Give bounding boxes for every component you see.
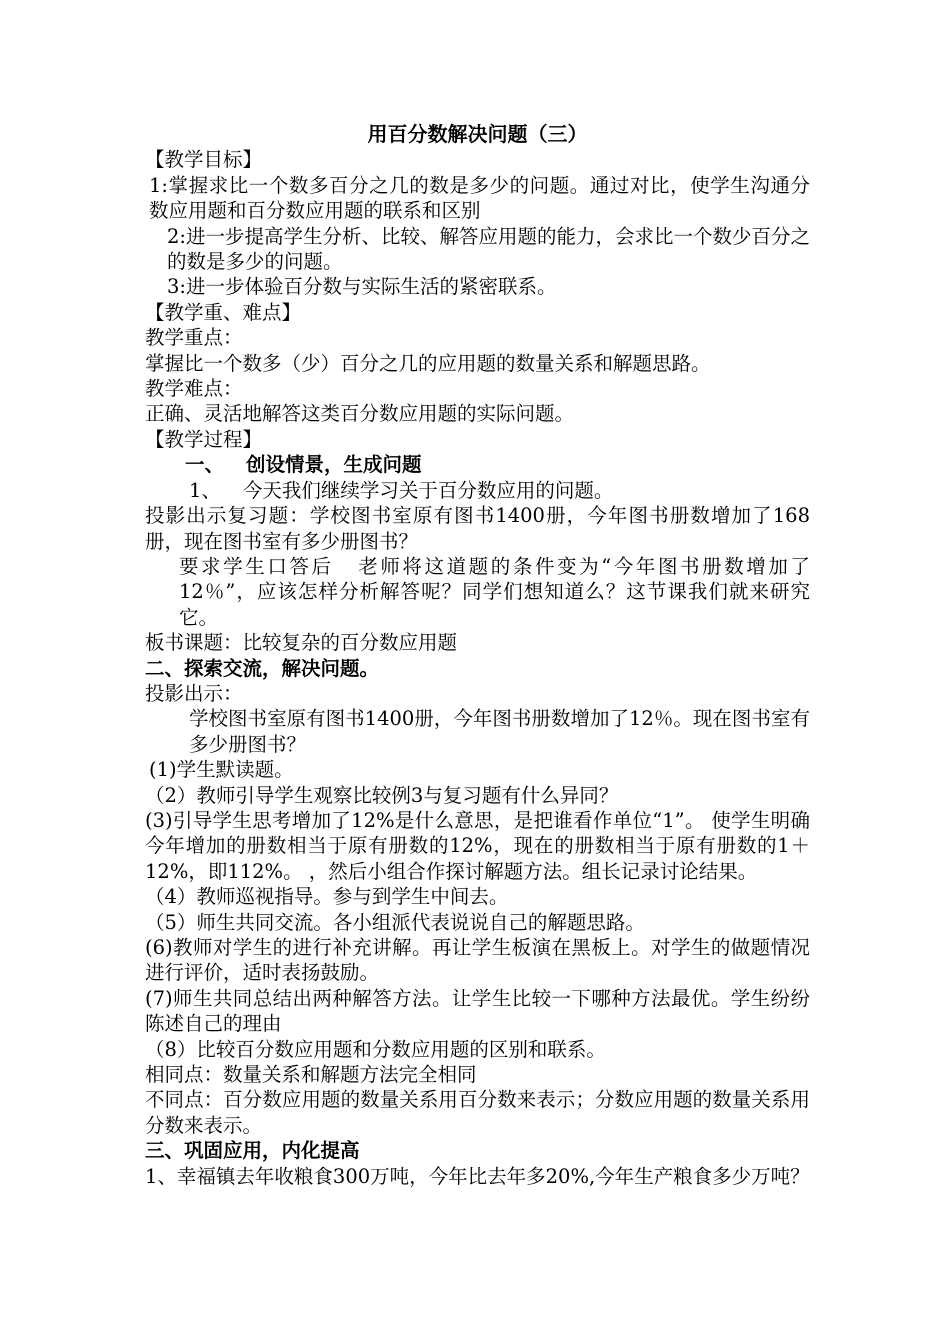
difference-text: 不同点：百分数应用题的数量关系用百分数来表示；分数应用题的数量关系用分数来表示。 bbox=[145, 1088, 810, 1137]
key-point-label: 教学重点： bbox=[145, 326, 243, 350]
section-1-title: 创设情景，生成问题 bbox=[246, 453, 422, 477]
example-problem: 学校图书室原有图书1400册，今年图书册数增加了12％。现在图书室有多少册图书？ bbox=[189, 707, 810, 756]
difficulty-text: 正确、灵活地解答这类百分数应用题的实际问题。 bbox=[145, 402, 575, 426]
process-heading: 【教学过程】 bbox=[145, 427, 263, 451]
section-1-item-text: 今天我们继续学习关于百分数应用的问题。 bbox=[242, 478, 614, 502]
goal-2: 2:进一步提高学生分析、比较、解答应用题的能力，会求比一个数少百分之的数是多少的问题。 bbox=[167, 224, 810, 274]
similarity-text: 相同点：数量关系和解题方法完全相同 bbox=[145, 1063, 477, 1087]
section-1-number: 一、 bbox=[185, 453, 225, 477]
step-4: （4）教师巡视指导。参与到学生中间去。 bbox=[145, 885, 509, 909]
key-points-heading: 【教学重、难点】 bbox=[145, 300, 302, 324]
section-2-heading: 二、探索交流，解决问题。 bbox=[145, 656, 380, 680]
step-5: （5）师生共同交流。各小组派代表说说自己的解题思路。 bbox=[145, 910, 645, 934]
board-topic: 板书课题：比较复杂的百分数应用题 bbox=[145, 631, 458, 655]
document-body bbox=[145, 122, 810, 1189]
section-1-heading bbox=[145, 452, 810, 477]
projection-label: 投影出示： bbox=[145, 681, 243, 705]
page-title: 用百分数解决问题（三） bbox=[367, 122, 588, 146]
answer-part-b: 老师将这道题的条件变为“今年图书册数增加了12％”，应该怎样分析解答呢？同学们想知道么？这节课我们就来研究它。 bbox=[179, 554, 810, 629]
goals-heading: 【教学目标】 bbox=[145, 148, 263, 172]
step-6: (6)教师对学生的进行补充讲解。再让学生板演在黑板上。对学生的做题情况进行评价，适时表扬鼓励。 bbox=[145, 936, 810, 985]
key-point-text: 掌握比一个数多（少）百分之几的应用题的数量关系和解题思路。 bbox=[145, 351, 711, 375]
step-7: (7)师生共同总结出两种解答方法。让学生比较一下哪种方法最优。学生纷纷陈述自己的理由 bbox=[145, 986, 810, 1036]
section-1-item-number: 1、 bbox=[189, 478, 221, 502]
step-8: （8）比较百分数应用题和分数应用题的区别和联系。 bbox=[145, 1037, 606, 1061]
answer-part-a: 要求学生口答后 bbox=[179, 554, 334, 578]
section-1-item bbox=[145, 478, 810, 503]
answer-paragraph bbox=[145, 554, 810, 630]
goal-3: 3:进一步体验百分数与实际生活的紧密联系。 bbox=[167, 275, 557, 299]
step-3: (3)引导学生思考增加了12%是什么意思，是把谁看作单位“1”。 使学生明确今年增加的册数相当于原有册数的12%，现在的册数相当于原有册数的1＋12%，即112%。 ，然后小组合作探讨解题方法。组长记录讨论结果。 bbox=[145, 808, 810, 883]
step-1: (1)学生默读题。 bbox=[149, 758, 294, 782]
step-2: （2）教师引导学生观察比较例3与复习题有什么异同？ bbox=[145, 783, 619, 807]
goal-1: 1:掌握求比一个数多百分之几的数是多少的问题。通过对比，使学生沟通分数应用题和百分数应用题的联系和区别 bbox=[149, 173, 810, 223]
difficulty-label: 教学难点： bbox=[145, 377, 243, 401]
section-3-heading: 三、巩固应用，内化提高 bbox=[145, 1139, 360, 1163]
exercise-1: 1、幸福镇去年收粮食300万吨，今年比去年多20%,今年生产粮食多少万吨？ bbox=[145, 1164, 810, 1188]
review-question: 投影出示复习题：学校图书室原有图书1400册，今年图书册数增加了168册，现在图书室有多少册图书？ bbox=[145, 504, 810, 553]
